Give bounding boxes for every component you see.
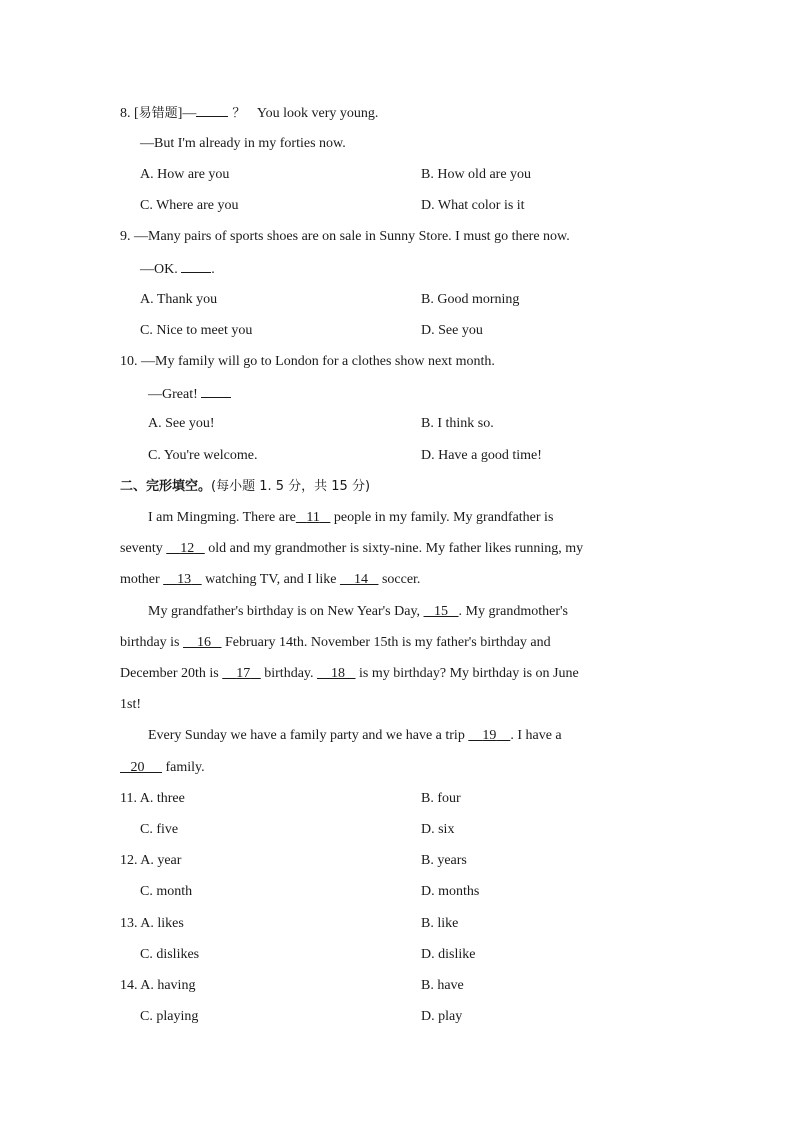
question-number: 13. [120,916,138,931]
passage-text: watching TV, and I like [205,572,340,587]
option-a: A. three [139,791,185,806]
section-title: 二、完形填空。 [120,479,212,494]
option-b: B. years [421,853,467,868]
passage-text: birthday. [264,666,317,681]
option-c: C. five [140,822,179,837]
option-d: D. See you [421,323,483,338]
blank-19 [468,728,510,743]
option-b: B. like [421,916,459,931]
blank-12 [166,541,205,556]
question-text: You look very young. [256,106,379,121]
blank-number: 20 [130,760,145,775]
section-note: (每小题 1. 5 分，共 15 分) [211,479,371,494]
blank-number: 19 [482,728,497,743]
passage-text: old and my grandmother is sixty-nine. My father likes running, my [208,541,584,556]
passage-text: birthday is [120,635,183,650]
question-11 [120,789,185,809]
option-a: A. likes [140,916,184,931]
question-number: 12. [120,853,138,868]
passage-line [120,758,205,778]
blank-number: 15 [434,604,449,619]
option-a: A. See you! [148,416,215,431]
question-9-reply [140,258,215,280]
question-10-prompt: 10. —My family will go to London for a clothes show next month. [120,354,495,369]
option-d: D. dislike [421,947,476,962]
passage-text: is my birthday? My birthday is on June [359,666,579,681]
question-8-prompt [120,102,378,124]
blank-number: 13 [177,572,192,587]
question-12 [120,851,181,871]
option-d: D. six [421,822,455,837]
option-d: D. play [421,1009,463,1024]
option-c: C. dislikes [140,947,200,962]
question-number: 14. [120,978,138,993]
question-10-reply [148,383,231,405]
option-d: D. Have a good time! [421,448,542,463]
blank-14 [340,572,379,587]
passage-text: My grandfather's birthday is on New Year's Day, [148,604,424,619]
option-c: C. Where are you [140,198,239,213]
reply-end: . [211,262,215,277]
passage-text: December 20th is [120,666,223,681]
reply-text: —Great! [148,387,202,402]
passage-text: . My grandmother's [458,604,568,619]
passage-text: family. [165,760,205,775]
question-tag: 易错题 [138,106,178,121]
passage-text: mother [120,572,164,587]
option-d: D. What color is it [421,198,525,213]
section-heading [120,477,370,497]
option-b: B. I think so. [421,416,494,431]
blank-number: 14 [353,572,368,587]
passage-line [148,508,553,528]
blank-18 [317,666,356,681]
blank-20 [120,760,162,775]
answer-blank [201,383,231,398]
question-mark: ？ [232,106,246,121]
blank-number: 12 [180,541,195,556]
blank-number: 18 [331,666,345,681]
blank-15 [424,604,459,619]
answer-blank [181,258,211,273]
passage-line [148,726,562,746]
blank-number: 17 [236,666,251,681]
option-b: B. have [421,978,464,993]
option-a: A. How are you [140,167,230,182]
passage-text: . I have a [510,728,562,743]
question-14 [120,976,195,996]
passage-text: February 14th. November 15th is my father's birthday and [225,635,551,650]
blank-16 [183,635,222,650]
option-d: D. months [421,884,480,899]
passage-text: Every Sunday we have a family party and we have a trip [148,728,469,743]
reply-text: —OK. [140,262,182,277]
passage-line [120,539,583,559]
blank-13 [163,572,202,587]
question-number: 8. [ [120,106,139,121]
blank-11 [296,510,330,525]
passage-text: seventy [120,541,167,556]
passage-text: people in my family. My grandfather is [333,510,554,525]
option-c: C. You're welcome. [148,448,258,463]
passage-line [120,664,579,684]
question-number: 11. [120,791,137,806]
question-13 [120,914,184,934]
blank-number: 16 [197,635,211,650]
option-b: B. How old are you [421,167,532,182]
option-a: A. year [140,853,182,868]
option-c: C. month [140,884,193,899]
passage-text: soccer. [381,572,421,587]
passage-line [120,633,551,653]
passage-line [148,602,568,622]
option-a: A. Thank you [140,292,218,307]
option-b: B. four [421,791,461,806]
blank-17 [222,666,261,681]
question-8-reply: —But I'm already in my forties now. [140,136,346,151]
passage-line: 1st! [120,697,141,712]
blank-number: 11 [306,510,320,525]
option-a: A. having [140,978,196,993]
option-c: C. playing [140,1009,199,1024]
option-b: B. Good morning [421,292,520,307]
passage-text: I am Mingming. There are [148,510,296,525]
option-c: C. Nice to meet you [140,323,253,338]
question-9-prompt: 9. —Many pairs of sports shoes are on sale in Sunny Store. I must go there now. [120,229,570,244]
answer-blank [196,102,228,117]
question-connector: ]— [177,106,197,121]
passage-line [120,570,420,590]
